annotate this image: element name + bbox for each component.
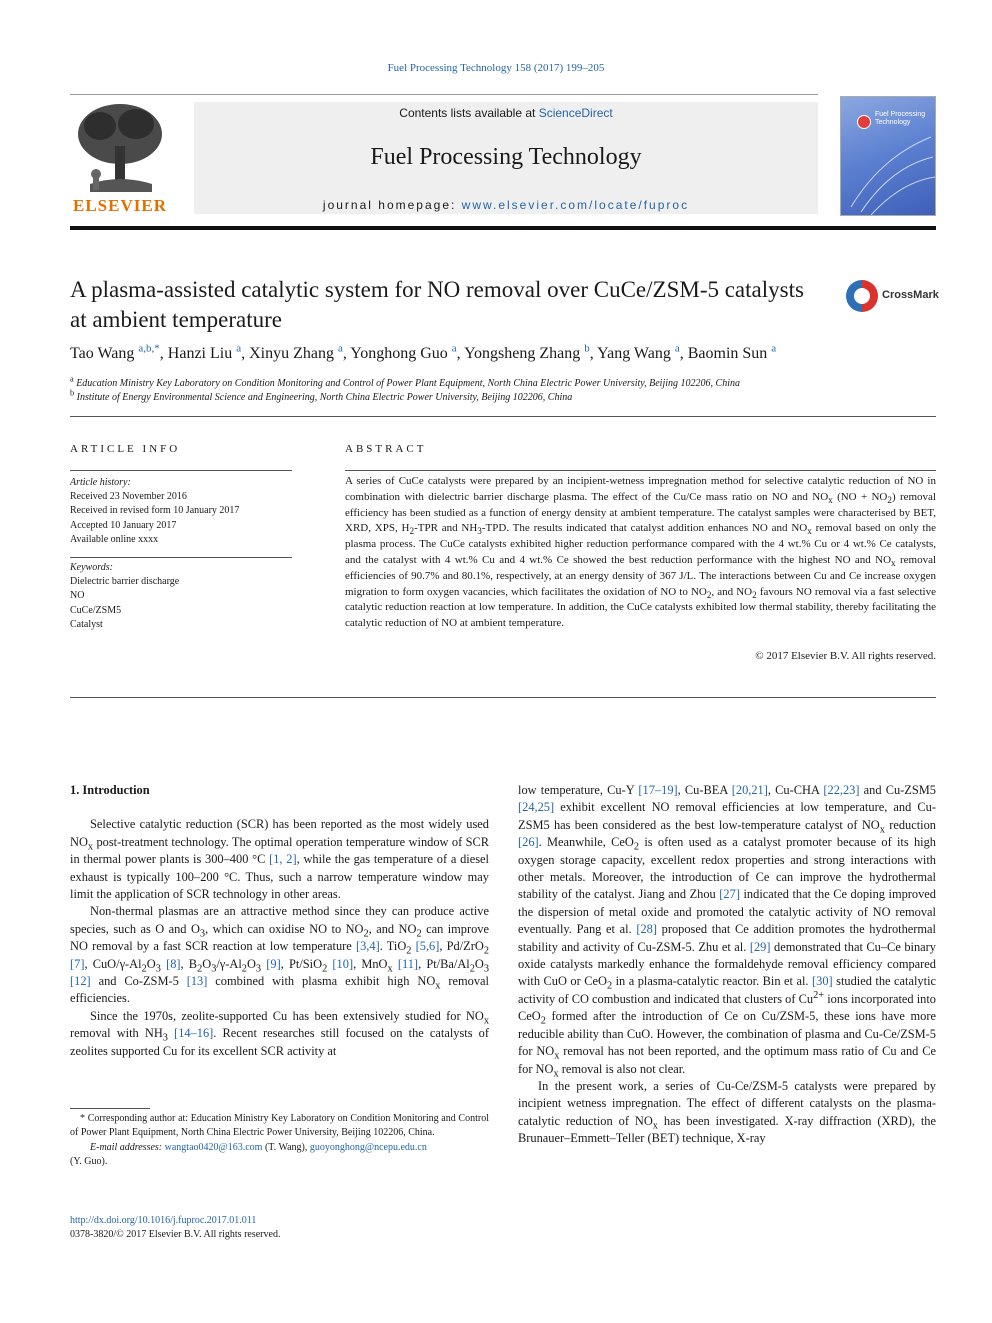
citation-link[interactable]: [3,4] (355, 939, 380, 954)
citation-link[interactable]: [10] (332, 956, 354, 971)
keywords (70, 561, 292, 632)
email-note-owner: (Y. Guo). (70, 1155, 108, 1167)
keyword: Catalyst (70, 618, 103, 630)
author-name[interactable]: Baomin Sun (687, 345, 768, 362)
email-link[interactable]: wangtao0420@163.com (164, 1141, 263, 1153)
affiliations (70, 374, 950, 405)
author-affiliation-mark[interactable]: a (674, 342, 680, 355)
citation-link[interactable]: [27] (719, 887, 740, 902)
homepage-link[interactable]: www.elsevier.com/locate/fuproc (461, 198, 690, 212)
citation-link[interactable]: 2] (286, 852, 297, 867)
crossmark-button[interactable] (846, 280, 938, 314)
corresponding-note: * Corresponding author at: Education Ministry Key Laboratory on Condition Monitoring and Control of Power Plant Equipment, North China Electric Power University, Beijing 102206, China. (70, 1113, 489, 1139)
author-affiliation-mark[interactable]: b (584, 342, 590, 355)
paragraph: Non-thermal plasmas are an attractive method since they can produce active species, such as O and $O_3$, which can oxidise NO to $NO_2$, and $NO_2$ can improve NO removal by a fast SCR reaction at low temperature [3,4]. TiO$_2$ [5,6], Pd/ZrO$_2$ [7], CuO/$\gamma-Al_2O_3$ [8], $B_2O_3/\gamma-Al_2O_3$ [9], Pt/SiO$_2$ [10], MnO$_x$ [11], $Pt/Ba/Al_2O_3$ [12] and Co-ZSM-5 [13] combined with plasma exhibit high $NO_x$ removal efficiencies. (70, 904, 490, 1006)
keyword: CuCe/ZSM5 (70, 604, 122, 616)
journal-citation[interactable]: Fuel Processing Technology 158 (2017) 199–205 (387, 62, 605, 74)
author-affiliation-mark[interactable]: a (236, 342, 242, 355)
doi-link[interactable]: http://dx.doi.org/10.1016/j.fuproc.2017.01.011 (70, 1215, 257, 1226)
affiliation-a: $^a$ Education Ministry Key Laboratory on Condition Monitoring and Control of Power Plant Equipment, North China Electric Power University, Beijing 102206, China (70, 374, 740, 389)
divider (345, 470, 936, 471)
keyword: Dielectric barrier discharge (70, 576, 180, 588)
author-affiliation-mark[interactable]: a,b,* (138, 342, 160, 355)
elsevier-logo[interactable] (70, 96, 170, 216)
page-footer (70, 1214, 280, 1242)
citation-link[interactable]: [11] (397, 956, 419, 971)
citation-link[interactable]: [14–16] (174, 1026, 214, 1041)
paragraph: Selective catalytic reduction (SCR) has been reported as the most widely used $NO_x$ post-treatment technology. The optimal operation temperature window of SCR in thermal power plants is 300–400 °C [1, 2], while the gas temperature of a diesel exhaust is typically 100–200 °C. Thus, such a narrow temperature window may limit the application of SCR technology in other areas. (70, 817, 489, 902)
divider (70, 557, 292, 558)
author-affiliation-mark[interactable]: a (771, 342, 777, 355)
abstract-copyright: © 2017 Elsevier B.V. All rights reserved. (755, 650, 936, 662)
citation-link[interactable]: [20,21] (731, 783, 768, 797)
email-note: E-mail addresses: wangtao0420@163.com (T. Wang), guoyonghong@ncepu.edu.cn (90, 1141, 427, 1153)
citation-link[interactable]: [28] (636, 922, 657, 937)
author-name[interactable]: Xinyu Zhang (249, 345, 334, 362)
article-title: A plasma-assisted catalytic system for NO removal over CuCe/ZSM-5 catalysts at ambient temperature (70, 277, 804, 332)
citation-link[interactable]: [29] (749, 939, 771, 954)
revised-date: Received in revised form 10 January 2017 (70, 505, 240, 517)
keywords-label: Keywords: (70, 562, 113, 573)
citation-link[interactable]: [30] (812, 974, 833, 989)
author-name[interactable]: Yonghong Guo (350, 345, 448, 362)
issn-line: 0378-3820/© 2017 Elsevier B.V. All rights reserved. (70, 1229, 281, 1240)
journal-header (70, 94, 936, 222)
author-affiliation-mark[interactable]: a (337, 342, 343, 355)
elsevier-tree-icon (70, 96, 170, 196)
body-column-left (70, 782, 489, 1060)
citation-link[interactable]: [1, (269, 852, 283, 867)
affiliation-b: $^b$ Institute of Energy Environmental Science and Engineering, North China Electric Power University, Beijing 102206, China (70, 388, 573, 403)
divider (70, 416, 936, 417)
citation-link[interactable]: [24,25] (518, 800, 555, 815)
online-date: Available online xxxx (70, 533, 159, 545)
email-link[interactable]: guoyonghong@ncepu.edu.cn (309, 1141, 427, 1153)
author-name[interactable]: Yang Wang (597, 345, 671, 362)
article-history (70, 476, 292, 547)
citation-link[interactable]: [9] (266, 956, 281, 971)
citation-link[interactable]: [8] (166, 956, 181, 971)
citation-link[interactable]: [13] (186, 974, 208, 989)
elsevier-wordmark: ELSEVIER (73, 196, 167, 215)
divider (70, 470, 292, 471)
received-date: Received 23 November 2016 (70, 491, 187, 503)
section-heading: 1. Introduction (70, 783, 150, 797)
contents-line: Contents lists available at ScienceDirect (399, 106, 613, 120)
journal-cover-image[interactable] (840, 96, 936, 216)
sciencedirect-link[interactable]: ScienceDirect (538, 106, 613, 120)
accepted-date: Accepted 10 January 2017 (70, 519, 177, 531)
journal-banner (194, 102, 818, 214)
citation-link[interactable]: [22,23] (823, 783, 860, 797)
cover-title: Fuel Processing Technology (875, 111, 926, 126)
author-name[interactable]: Tao Wang (70, 345, 135, 362)
keyword: NO (70, 590, 85, 602)
article-info-heading: ARTICLE INFO (70, 443, 181, 455)
crossmark-label: CrossMark (882, 289, 939, 301)
author-affiliation-mark[interactable]: a (451, 342, 457, 355)
citation-link[interactable]: [5,6] (415, 939, 440, 954)
history-label: Article history: (70, 477, 131, 488)
citation-link[interactable]: [12] (70, 974, 91, 989)
paragraph: low temperature, Cu-Y [17–19], Cu-BEA [20,21], Cu-CHA [22,23] and Cu-ZSM5 [24,25] exhibit excellent NO removal efficiencies at low temperature, and Cu-ZSM5 has been considered as the best low-temperature catalyst of $NO_x$ reduction [26]. Meanwhile, CeO$_2$ is often used as a catalyst promoter because of its high oxygen storage capacity, excellent redox properties and strong interactions with other metals. Moreover, the introduction of Ce can improve the hydrothermal stability of the catalyst. Jiang and Zhou [27] indicated that the Ce doping improved the dispersion of metal oxide and promoted the catalytic activity of NO removal eventually. Pang et al. [28] proposed that Ce addition promotes the hydrothermal stability and activity of Cu-ZSM-5. Zhu et al. [29] demonstrated that Cu–Ce binary oxide catalysts markedly enhance the formaldehyde removal efficiency compared with CuO or CeO$_2$ in a plasma-catalytic reactor. Bin et al. [30] studied the catalytic activity of CO combustion and indicated that clusters of $Cu^{2+}$ ions incorporated into CeO$_2$ formed after the introduction of Ce on Cu/ZSM-5, these ions have more reducible ability than CuO. However, the combination of plasma and Cu-Ce/ZSM-5 for $NO_x$ removal has not been reported, and the optimum mass ratio of Cu and Ce for $NO_x$ removal is also not clear. (518, 783, 937, 1079)
footnote-divider (70, 1108, 150, 1109)
body-column-right (518, 782, 936, 1148)
abstract-heading: ABSTRACT (345, 443, 427, 455)
crossmark-icon (846, 280, 878, 312)
author-name[interactable]: Yongsheng Zhang (464, 345, 581, 362)
citation-link[interactable]: [7] (70, 956, 85, 971)
author-name[interactable]: Hanzi Liu (167, 345, 233, 362)
author-list: Tao Wang $^{a,b,*}$, Hanzi Liu $^a$, Xinyu Zhang $^a$, Yonghong Guo $^a$, Yongsheng Zhang $^b$, Yang Wang $^a$, Baomin Sun $^a$ (70, 342, 777, 362)
header-divider (70, 226, 936, 230)
journal-homepage: journal homepage: www.elsevier.com/locate/fuproc (322, 198, 690, 212)
paragraph: Since the 1970s, zeolite-supported Cu has been extensively studied for $NO_x$ removal with $NH_3$ [14–16]. Recent researches still focused on the catalysts of zeolites supported Cu for its excellent SCR activity at (70, 1008, 489, 1058)
paragraph: In the present work, a series of Cu-Ce/ZSM-5 catalysts were prepared by incipient wetness impregnation. The effect of different catalysts on the plasma-catalytic reduction of $NO_x$ has been investigated. X-ray diffraction (XRD), the Brunauer–Emmett–Teller (BET) technique, X-ray (518, 1078, 936, 1146)
cover-pattern-icon (841, 97, 935, 215)
divider (70, 697, 936, 698)
footnote (70, 1112, 489, 1169)
journal-name: Fuel Processing Technology (370, 144, 642, 170)
citation-link[interactable]: [17–19] (638, 783, 678, 797)
abstract-body: A series of CuCe catalysts were prepared by an incipient-wetness impregnation method for selective catalytic reduction of NO in combination with dielectric barrier discharge plasma. The effect of the Cu/Ce mass ratio on NO and $NO_x$ $(NO + NO_2)$ removal efficiency has been studied as a function of energy density at ambient temperature. The catalyst samples were characterised by BET, XRD, XPS, $H_2$-TPR and $NH_3$-TPD. The results indicated that catalyst addition enhances NO and $NO_x$ removal based on only the plasma process. The CuCe catalysts exhibited higher reduction performance compared with the 4 wt.% Cu or 4 wt.% Ce catalysts, and the catalyst with 4 wt.% Cu and 4 wt.% Ce showed the best reduction performance with the highest NO and $NO_x$ removal efficiencies of 90.7% and 80.1%, respectively, at an energy density of 367 J/L. The interactions between Cu and Ce increase oxygen migration to form oxygen vacancies, which facilitates the oxidation of NO to $NO_2$, and $NO_2$ favours NO removal via a fast selective catalytic reduction reaction at low temperature. In addition, the CuCe catalysts exhibited low thermal stability, thereby facilitating the catalytic reduction of NO at ambient temperature. (345, 475, 937, 630)
citation-link[interactable]: [26] (518, 835, 539, 850)
